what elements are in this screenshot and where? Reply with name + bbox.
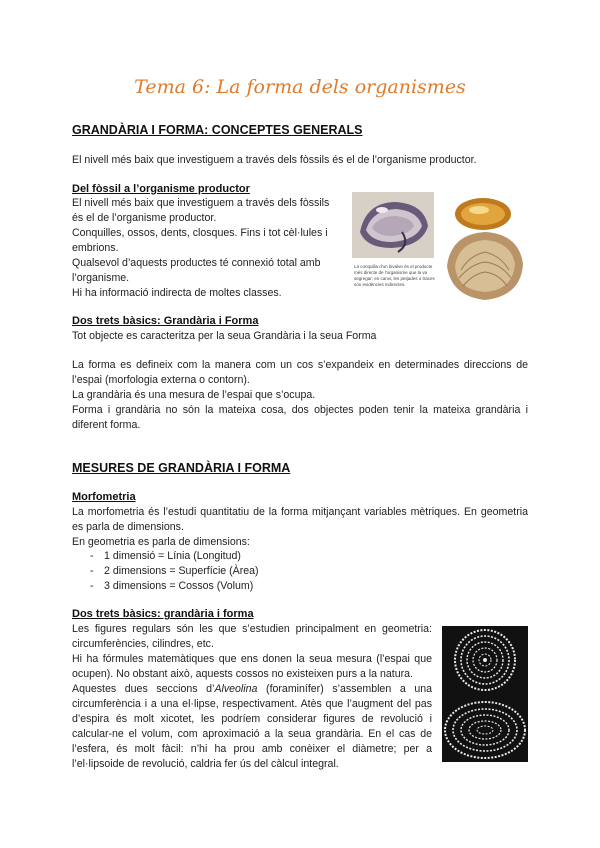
formulas-paragraph: Hi ha fórmules matemàtiques que ens donen la seua mesura (l’espai que ocupen). No obstant això, aquests cossos no existeixen purs a la natura. — [72, 653, 432, 680]
dimensions-intro-line: En geometria es parla de dimensions: — [72, 536, 250, 548]
bivalve-shell-photo — [352, 192, 434, 258]
alveolina-genus-name: Alveolina — [214, 683, 258, 695]
alveolina-text-before: Aquestes dues seccions d’ — [72, 683, 215, 695]
alveolina-sections-image — [442, 626, 528, 762]
list-item: - 3 dimensions = Cossos (Volum) — [72, 579, 528, 594]
alveolina-paragraph — [72, 682, 432, 772]
subheading-two-traits: Dos trets bàsics: Grandària i Forma — [72, 315, 259, 327]
fossil-shells-image — [441, 192, 527, 304]
morphometry-paragraph: La morfometria és l’estudi quantitatiu de la forma mitjançant variables mètriques. En geometria es parla de dimensions. — [72, 506, 528, 533]
text-line: embrions. — [72, 242, 119, 254]
subheading-size-and-form: Dos trets bàsics: grandària i forma — [72, 608, 254, 620]
size-definition-paragraph: La grandària és una mesura de l’espai que s’ocupa. — [72, 389, 316, 401]
section-heading-concepts: GRANDÀRIA I FORMA: CONCEPTES GENERALS — [72, 123, 363, 137]
text-line: El nivell més baix que investiguem a través dels fòssils — [72, 197, 330, 209]
bivalve-caption: La conquilla d'un bivalve és el producte més directe de l'organisme que la va segregar; en canvi, les petjades o traces són evidències indirectes. — [354, 264, 435, 287]
subheading-morphometry: Morfometria — [72, 491, 136, 503]
list-item: - 2 dimensions = Superfície (Àrea) — [72, 564, 528, 579]
text-line: Conquilles, ossos, dents, closques. Fins i tot cèl·lules i — [72, 227, 328, 239]
form-size-difference-paragraph: Forma i grandària no són la mateixa cosa, dos objectes poden tenir la mateixa grandària i diferent forma. — [72, 404, 528, 431]
text-line: és el de l’organisme productor. — [72, 212, 217, 224]
form-definition-paragraph: La forma es defineix com la manera com un cos s’expandeix en determinades direccions de l’espai (morfologia externa o contorn). — [72, 359, 528, 386]
regular-figures-paragraph: Les figures regulars són les que s’estudien principalment en geometria: circumferències, cilindres, etc. — [72, 623, 432, 650]
two-traits-text: Tot objecte es caracteritza per la seua Grandària i la seua Forma — [72, 330, 377, 342]
text-line: l’organisme. — [72, 272, 130, 284]
text-line: Hi ha informació indirecta de moltes classes. — [72, 287, 282, 299]
document-title: Tema 6: La forma dels organismes — [134, 76, 466, 98]
subheading-fossil-organism: Del fòssil a l’organisme productor — [72, 183, 250, 195]
section-heading-measures: MESURES DE GRANDÀRIA I FORMA — [72, 461, 291, 475]
alveolina-text-after: (foraminífer) s’assemblen a una circumferència i a una el·lipse, respectivament. Atès que l’augment del pas d’espira és molt xicotet, les podríem considerar figures de revolució i calcular-ne el volum, com aproximació a la seua grandària. En el cas de l’esfera, és molt fàcil: n’hi ha prou amb conèixer el diàmetre; per a l’el·lipsoide de revolució, caldria fer ús del càlcul integral. — [72, 683, 432, 770]
text-line: Qualsevol d’aquests productes té connexió total amb — [72, 257, 321, 269]
list-item: - 1 dimensió = Línia (Longitud) — [72, 549, 528, 564]
intro-paragraph: El nivell més baix que investiguem a través dels fòssils és el de l’organisme productor. — [72, 154, 477, 166]
fossil-organism-text — [72, 196, 344, 301]
dimensions-list — [72, 549, 528, 594]
